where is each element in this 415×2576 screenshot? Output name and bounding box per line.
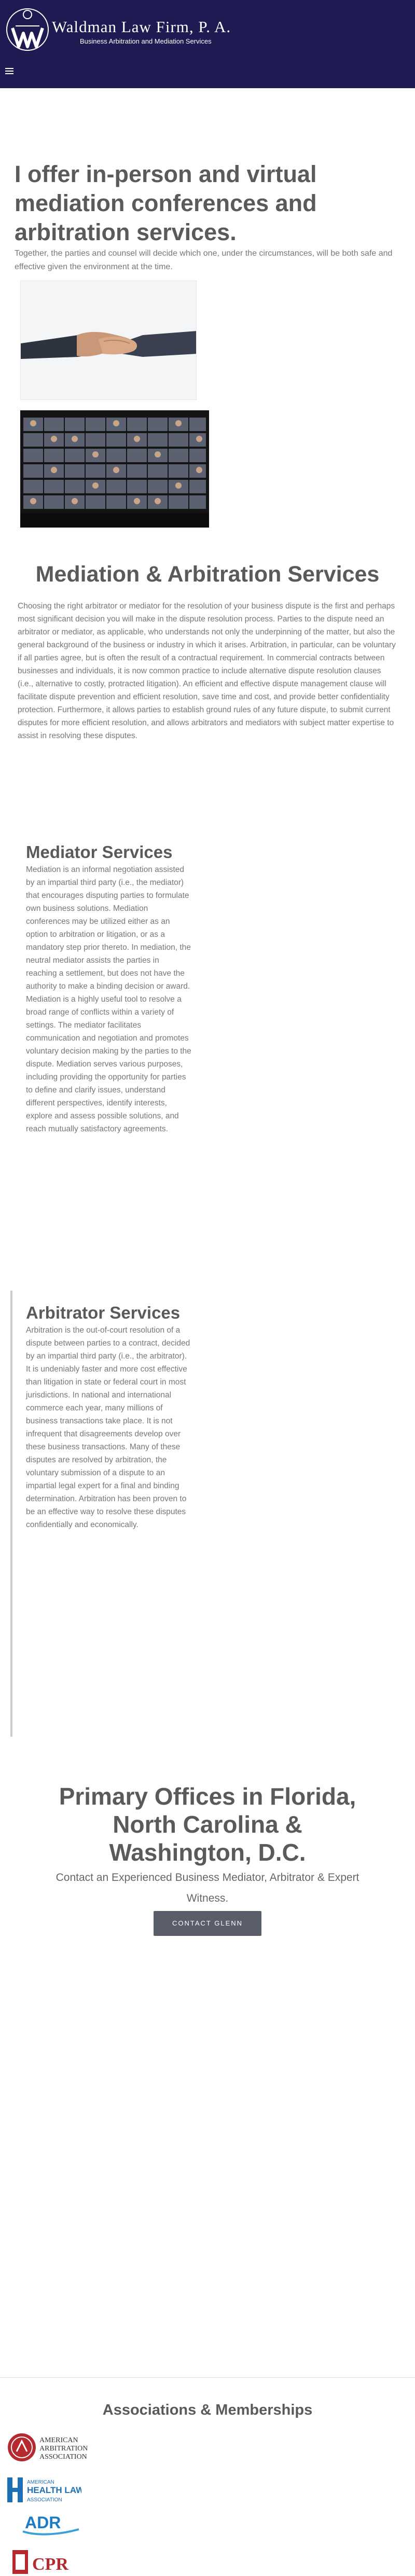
arbitrator-accent-bar (10, 1291, 12, 1737)
american-arbitration-association-logo[interactable] (6, 2431, 104, 2464)
aaa-line-3: ASSOCIATION (39, 2453, 87, 2461)
hamburger-icon[interactable] (5, 66, 20, 80)
cpr-logo[interactable] (12, 2545, 85, 2576)
handshake-image (20, 281, 197, 400)
services-text: Choosing the right arbitrator or mediator for the resolution of your business dispute is the first and perhaps most significant decision you will make in the dispute resolution process. Parties to the dispute need an arbitrator or mediator, as applicable, who understands not only the underpinning of the matter, but also the general background of the business or industry in which it arises. Arbitration, in particular, can be voluntary if all parties agree, but is often the result of a contractual requirement. In commercial contracts between businesses and individuals, it is now common practice to include alternative dispute resolution clauses (i.e., alternative to costly, protracted litigation). An efficient and effective dispute management clause will facilitate dispute prevention and efficient resolution, save time and cost, and provide better confidentiality protection. Furthermore, it allows parties to establish ground rules of any future dispute, to submit current disputes for more efficient resolution, and allows arbitrators and mediators with subject matter expertise to assist in resolving these disputes. (18, 602, 396, 740)
brand-name[interactable]: Waldman Law Firm, P. A. (52, 18, 231, 36)
ahla-line-1: AMERICAN (27, 2480, 54, 2485)
aaa-line-2: ARBITRATION (39, 2445, 88, 2453)
offices-heading: Primary Offices in Florida, North Carolina & Washington, D.C. (59, 1783, 356, 1866)
intro-text: Together, the parties and counsel will decide which one, under the circumstances, will be both safe and effective given the environment at the time. (15, 249, 393, 271)
arbitrator-title: Arbitrator Services (26, 1303, 181, 1322)
ahla-line-2: HEALTH LAW (27, 2485, 81, 2495)
site-header (0, 0, 415, 88)
arbitrator-text: Arbitration is the out-of-court resolution of a dispute between parties to a contract, decided by an impartial third party (i.e., the arbitrator). It is undeniably faster and more cost effective than litigation in state or federal court in most jurisdictions. In national and international commerce each year, many millions of business transactions take place. It is not infrequent that disagreements develop over these business transactions. Many of these disputes are resolved by arbitration, the voluntary submission of a dispute to an impartial legal expert for a final and binding determination. Arbitration has been proven to be an effective way to resolve these disputes confidentially and economically. (26, 1326, 190, 1529)
firm-logo-icon[interactable] (6, 7, 49, 52)
offices-subheading: Contact an Experienced Business Mediator, Arbitrator & Expert Witness. (56, 1872, 359, 1904)
adr-text: ADR (25, 2513, 61, 2532)
mediator-title: Mediator Services (26, 842, 173, 862)
american-health-law-association-logo[interactable] (6, 2474, 81, 2505)
ahla-line-3: ASSOCIATION (27, 2497, 62, 2503)
adr-logo[interactable] (20, 2511, 82, 2538)
intro-heading: I offer in-person and virtual mediation conferences and arbitration services. (15, 161, 317, 245)
aaa-line-1: AMERICAN (39, 2436, 78, 2444)
video-conference-image (20, 410, 209, 528)
contact-glenn-button[interactable]: CONTACT GLENN (154, 1911, 261, 1936)
section-divider (0, 2377, 415, 2378)
cpr-text: CPR (32, 2555, 68, 2574)
brand-tagline: Business Arbitration and Mediation Services (80, 37, 212, 45)
services-title: Mediation & Arbitration Services (35, 562, 380, 587)
associations-heading: Associations & Memberships (102, 2402, 313, 2418)
mediator-text: Mediation is an informal negotiation assisted by an impartial third party (i.e., the mediator) that encourages disputing parties to formulate own business solutions. Mediation conferences may be utilized either as an option to arbitration or litigation, or as a mandatory step prior thereto. In mediation, the neutral mediator assists the parties in reaching a settlement, but does not have the authority to make a binding decision or award. Mediation is a highly useful tool to resolve a broad range of conflicts within a variety of settings. The mediator facilitates communication and negotiation and promotes voluntary decision making by the parties to the dispute. Mediation serves various purposes, including providing the opportunity for parties to define and clarify issues, understand different perspectives, identify interests, explore and assess possible solutions, and reach mutually satisfactory agreements. (26, 865, 191, 1133)
